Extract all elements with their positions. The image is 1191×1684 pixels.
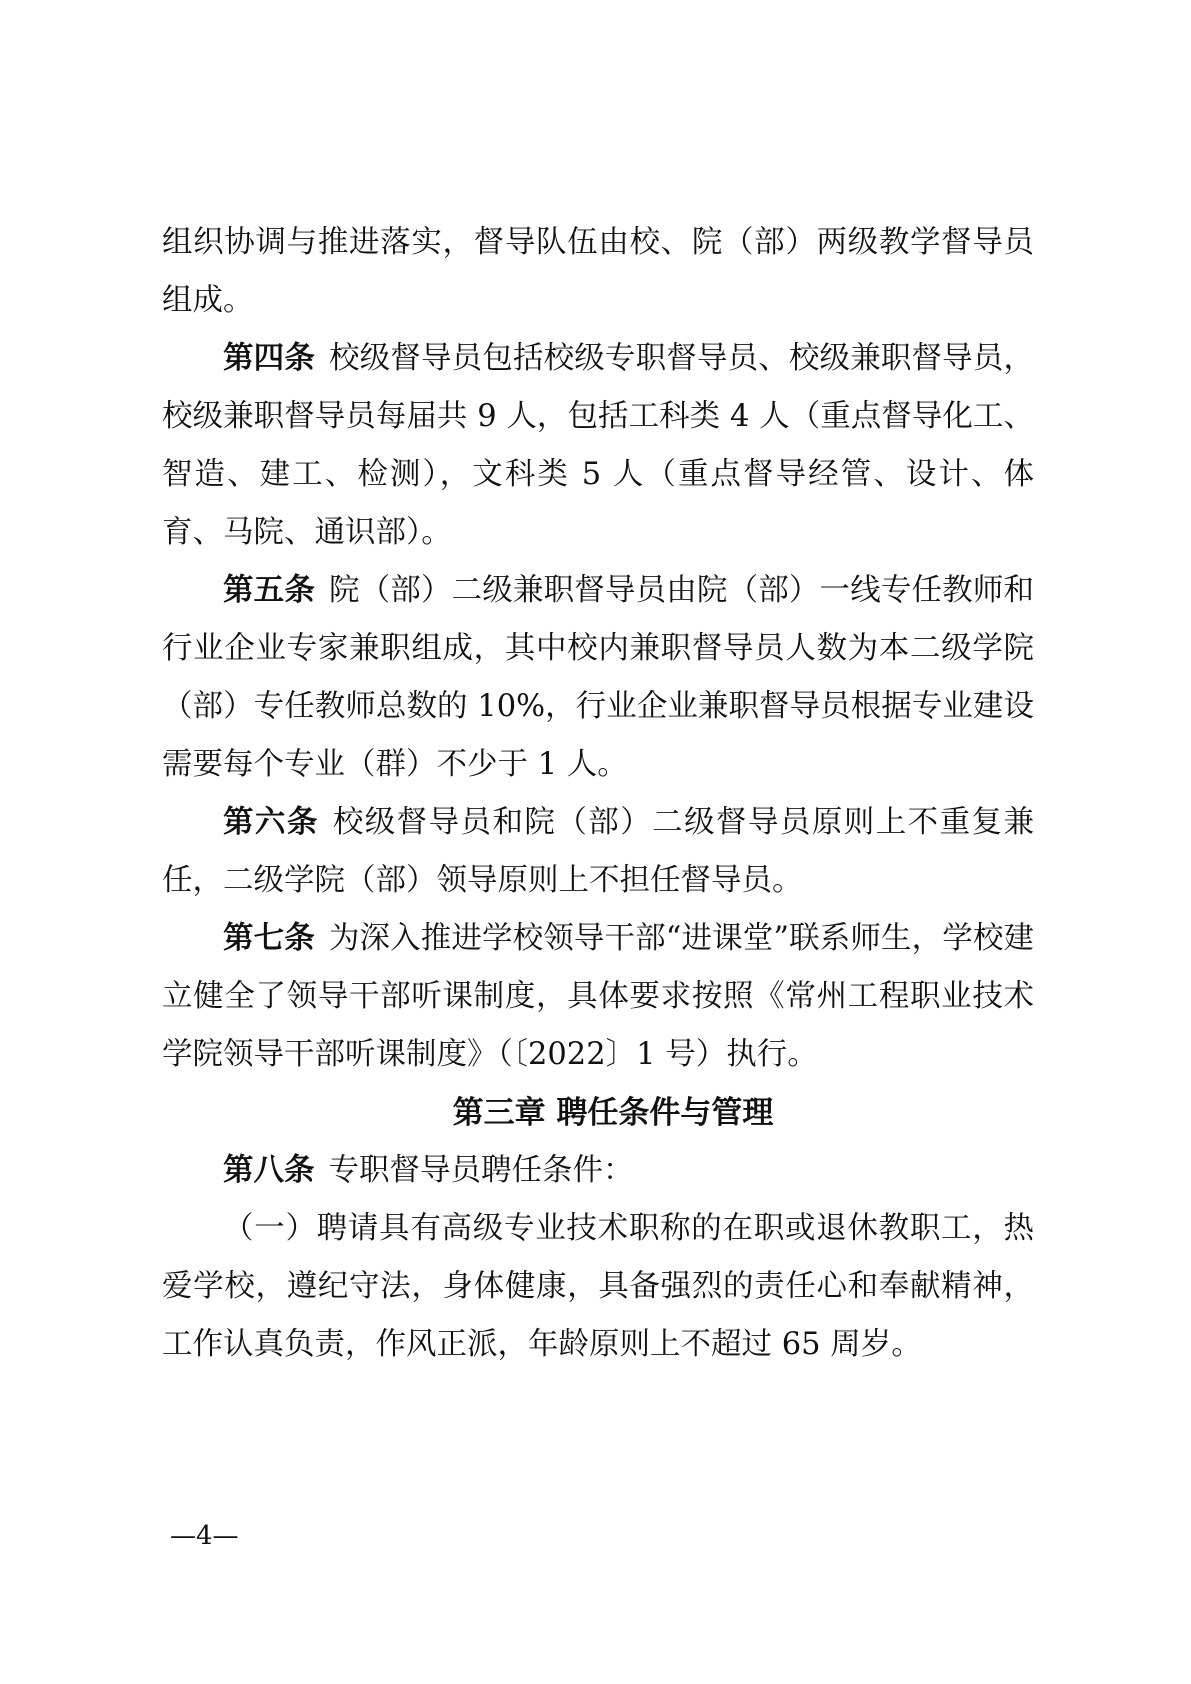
article-6-heading: 第六条 xyxy=(223,805,319,840)
article-4-text: 校级督导员包括校级专职督导员、校级兼职督导员，校级兼职督导员每届共 9 人，包括工科类 4 人（重点督导化工、智造、建工、检测），文科类 5 人（重点督导经管、设计、体育、马院、通识部）。 xyxy=(162,341,1035,550)
document-body xyxy=(162,214,1034,1374)
chapter-title: 第三章 聘任条件与管理 xyxy=(452,1095,774,1131)
article-7-text: 为深入推进学校领导干部“进课堂”联系师生，学校建立健全了领导干部听课制度，具体要求按照《常州工程职业技术学院领导干部听课制度》（〔2022〕1 号）执行。 xyxy=(162,921,1035,1072)
page-number: —4— xyxy=(170,1521,239,1551)
article-8-heading: 第八条 xyxy=(223,1153,315,1188)
article-8-item-1-text: （一）聘请具有高级专业技术职称的在职或退休教职工，热爱学校，遵纪守法，身体健康，具备强烈的责任心和奉献精神，工作认真负责，作风正派，年龄原则上不超过 65 周岁。 xyxy=(162,1211,1034,1362)
paragraph-text: 组织协调与推进落实，督导队伍由校、院（部）两级教学督导员组成。 xyxy=(162,225,1034,318)
article-4-paragraph xyxy=(162,330,1034,562)
article-5-text: 院（部）二级兼职督导员由院（部）一线专任教师和行业企业专家兼职组成，其中校内兼职督导员人数为本二级学院（部）专任教师总数的 10%，行业企业兼职督导员根据专业建设需要每个专业（群）不少于 1 人。 xyxy=(162,573,1035,782)
article-8-text: 专职督导员聘任条件： xyxy=(328,1153,634,1188)
article-7-heading: 第七条 xyxy=(223,921,315,956)
article-7-paragraph xyxy=(162,910,1034,1084)
paragraph-continuation xyxy=(162,214,1034,330)
article-4-heading: 第四条 xyxy=(223,341,315,376)
article-5-paragraph xyxy=(162,562,1034,794)
article-5-heading: 第五条 xyxy=(223,573,315,608)
article-8-item-1 xyxy=(162,1200,1034,1374)
article-6-paragraph xyxy=(162,794,1034,910)
article-8-paragraph xyxy=(162,1142,1034,1200)
article-6-text: 校级督导员和院（部）二级督导员原则上不重复兼任，二级学院（部）领导原则上不担任督导员。 xyxy=(162,805,1034,898)
